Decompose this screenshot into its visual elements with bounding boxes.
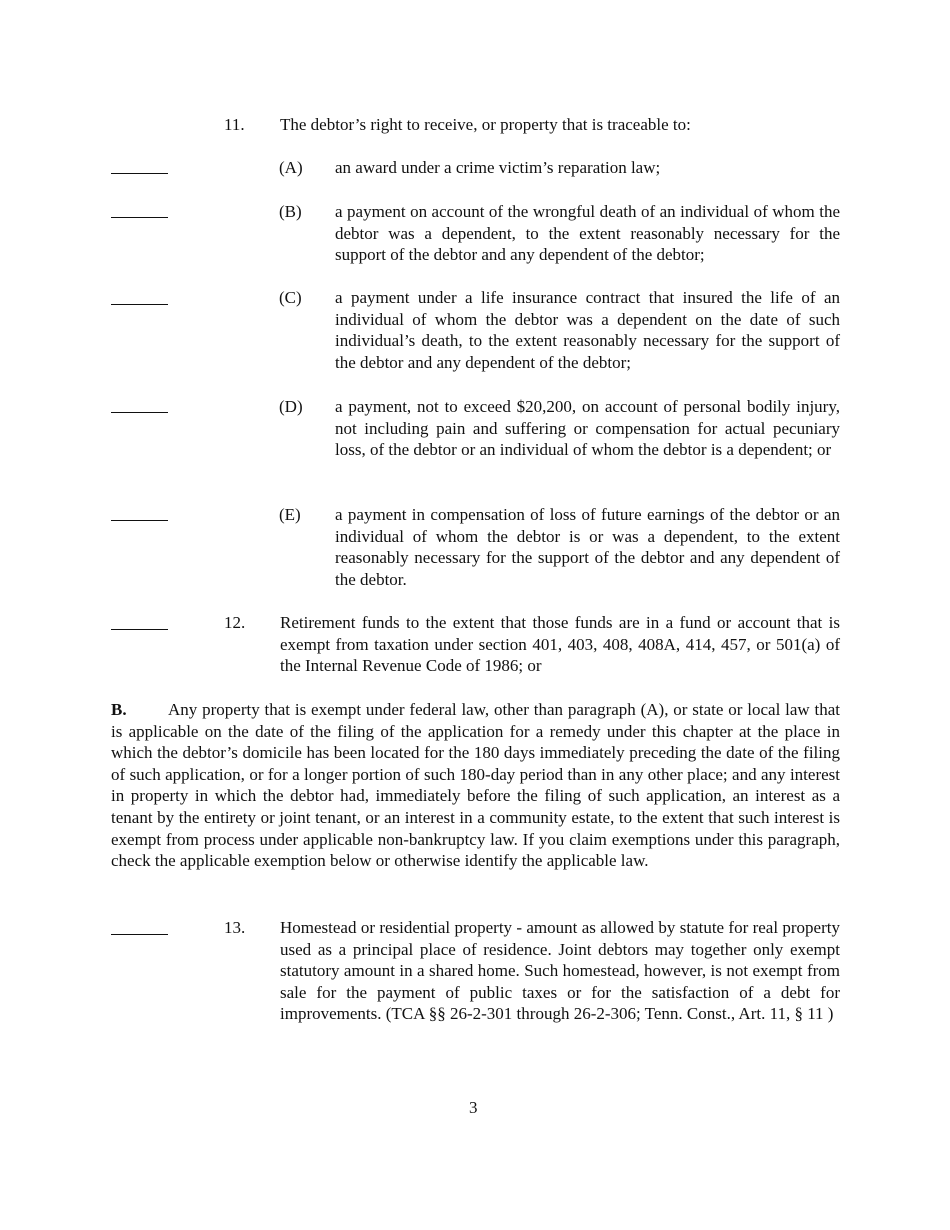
item-11-text: The debtor’s right to receive, or property that is traceable to: [280,115,691,134]
item-b-letter: (B) [279,202,302,221]
checkbox-blank-e[interactable] [111,520,168,521]
checkbox-blank-12[interactable] [111,629,168,630]
item-e-letter: (E) [279,505,301,524]
page-number: 3 [469,1098,478,1117]
item-11-number: 11. [224,115,245,134]
checkbox-blank-b[interactable] [111,217,168,218]
item-12-number: 12. [224,613,246,632]
checkbox-blank-a[interactable] [111,173,168,174]
item-d-letter: (D) [279,397,303,416]
item-b-text: a payment on account of the wrongful death of an individual of whom the debtor was a dependent, to the extent reasonably necessary for the support of the debtor and any dependent of the debtor; [335,202,840,265]
item-13-text: Homestead or residential property - amount as allowed by statute for real property used as a principal place of residence. Joint debtors may together only exempt statutory amount in a shared home. Such homestead, however, is not exempt from sale for the payment of public taxes or for the satisfaction of a debt for improvements. (TCA §§ 26-2-301 through 26-2-306; Tenn. Const., Art. 11, § 11 ) [280,918,840,1024]
item-a-letter: (A) [279,158,303,177]
checkbox-blank-c[interactable] [111,304,168,305]
item-c-text: a payment under a life insurance contract that insured the life of an individual of whom the debtor was a dependent on the date of such individual’s death, to the extent reasonably necessary for the support of the debtor and any dependent of the debtor; [335,288,840,372]
item-12-text: Retirement funds to the extent that those funds are in a fund or account that is exempt from taxation under section 401, 403, 408, 408A, 414, 457, or 501(a) of the Internal Revenue Code of 1986; or [280,613,840,676]
item-13-number: 13. [224,918,246,937]
checkbox-blank-d[interactable] [111,412,168,413]
checkbox-blank-13[interactable] [111,934,168,935]
item-c-letter: (C) [279,288,302,307]
section-b-text: Any property that is exempt under federal law, other than paragraph (A), or state or local law that is applicable on the date of the filing of the application for a remedy under this chapter at the place in which the debtor’s domicile has been located for the 180 days immediately preceding the date of the filing of such application, or for a longer portion of such 180-day period than in any other place; and any interest in property in which the debtor had, immediately before the filing of such application, an interest as a tenant by the entirety or joint tenant, or an interest in a community estate, to the extent that such interest is exempt from process under applicable non-bankruptcy law. If you claim exemptions under this paragraph, check the applicable exemption below or otherwise identify the applicable law. [111,700,840,871]
section-b-paragraph [111,699,840,872]
section-b-label: B. [111,700,127,719]
item-d-text: a payment, not to exceed $20,200, on account of personal bodily injury, not including pain and suffering or compensation for actual pecuniary loss, of the debtor or an individual of whom the debtor is a dependent; or [335,397,840,460]
item-a-text: an award under a crime victim’s reparation law; [335,158,661,177]
item-e-text: a payment in compensation of loss of future earnings of the debtor or an individual of whom the debtor is or was a dependent, to the extent reasonably necessary for the support of the debtor and any dependent of the debtor. [335,505,840,589]
